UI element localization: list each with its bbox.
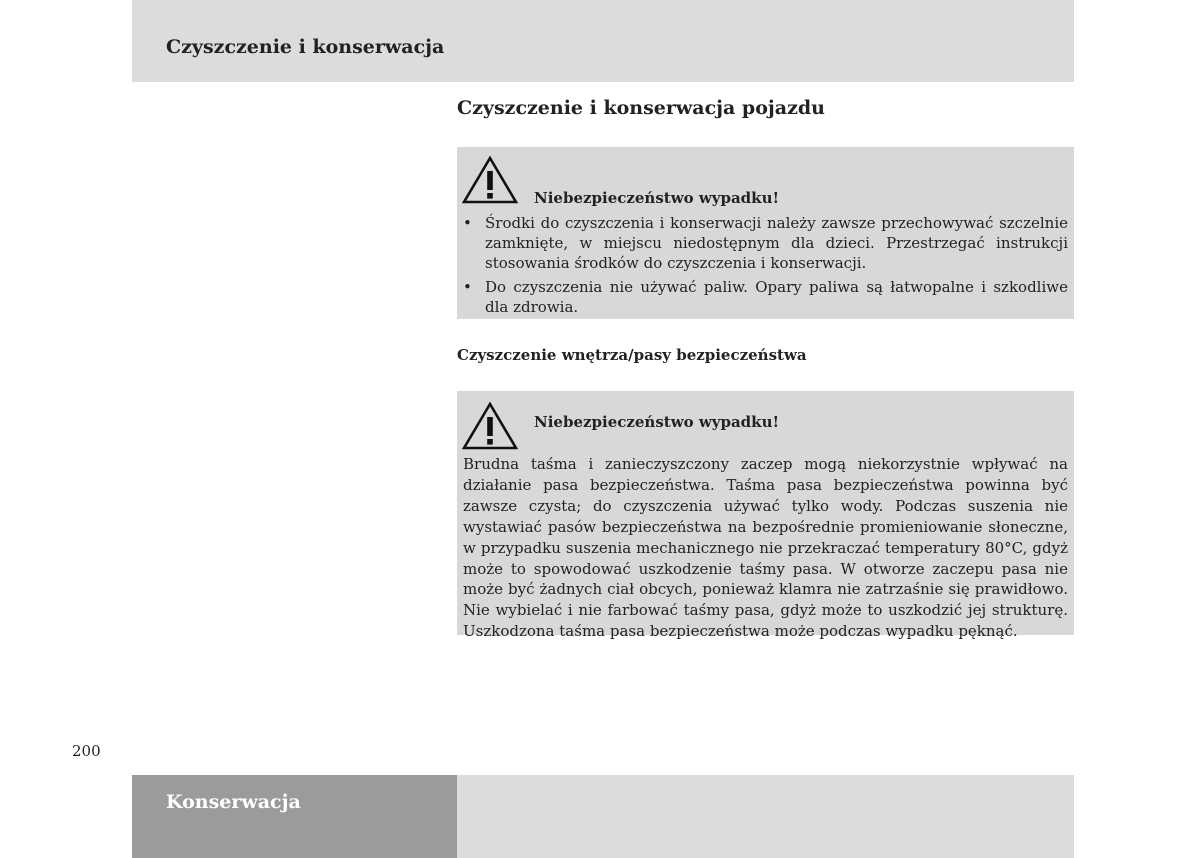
warning-item-text: Do czyszczenia nie używać paliw. Opary paliwa są łatwopalne i szkodliwe dla zdrowia. xyxy=(485,278,1068,316)
bullet-icon: • xyxy=(463,214,472,232)
warning-bullet-list xyxy=(463,213,1068,321)
footer-section-tab xyxy=(132,775,457,858)
warning-triangle-icon xyxy=(462,155,518,205)
footer-section-title: Konserwacja xyxy=(166,791,301,813)
warning-heading: Niebezpieczeństwo wypadku! xyxy=(534,413,780,431)
warning-box-storage xyxy=(457,147,1074,319)
list-item xyxy=(463,277,1068,317)
warning-heading: Niebezpieczeństwo wypadku! xyxy=(534,189,780,207)
page-title: Czyszczenie i konserwacja pojazdu xyxy=(457,97,825,119)
header-section-title: Czyszczenie i konserwacja xyxy=(166,36,445,58)
bullet-icon: • xyxy=(463,278,472,296)
list-item xyxy=(463,213,1068,273)
warning-paragraph: Brudna taśma i zanieczyszczony zaczep mogą niekorzystnie wpływać na działanie pasa bezpieczeństwa. Taśma pasa bezpieczeństwa powinna być zawsze czysta; do czyszczenia używać tylko wody. Podczas suszenia nie wystawiać pasów bezpieczeństwa na bezpośrednie promieniowanie słoneczne, w przypadku suszenia mechanicznego nie przekraczać temperatury 80°C, gdyż może to spowodować uszkodzenie taśmy pasa. W otworze zaczepu pasa nie może być żadnych ciał obcych, ponieważ klamra nie zatrzaśnie się prawidłowo. Nie wybielać i nie farbować taśmy pasa, gdyż może to uszkodzić jej strukturę. Uszkodzona taśma pasa bezpieczeństwa może podczas wypadku pęknąć. xyxy=(463,455,1068,641)
footer-bar xyxy=(457,775,1074,858)
warning-triangle-icon xyxy=(462,401,518,451)
warning-item-text: Środki do czyszczenia i konserwacji należy zawsze przechowywać szczelnie zamknięte, w miejscu niedostępnym dla dzieci. Przestrzegać instrukcji stosowania środków do czyszczenia i konserwacji. xyxy=(485,214,1068,272)
warning-box-seatbelt xyxy=(457,391,1074,641)
page-number: 200 xyxy=(72,742,101,760)
section-subheading: Czyszczenie wnętrza/pasy bezpieczeństwa xyxy=(457,346,807,364)
